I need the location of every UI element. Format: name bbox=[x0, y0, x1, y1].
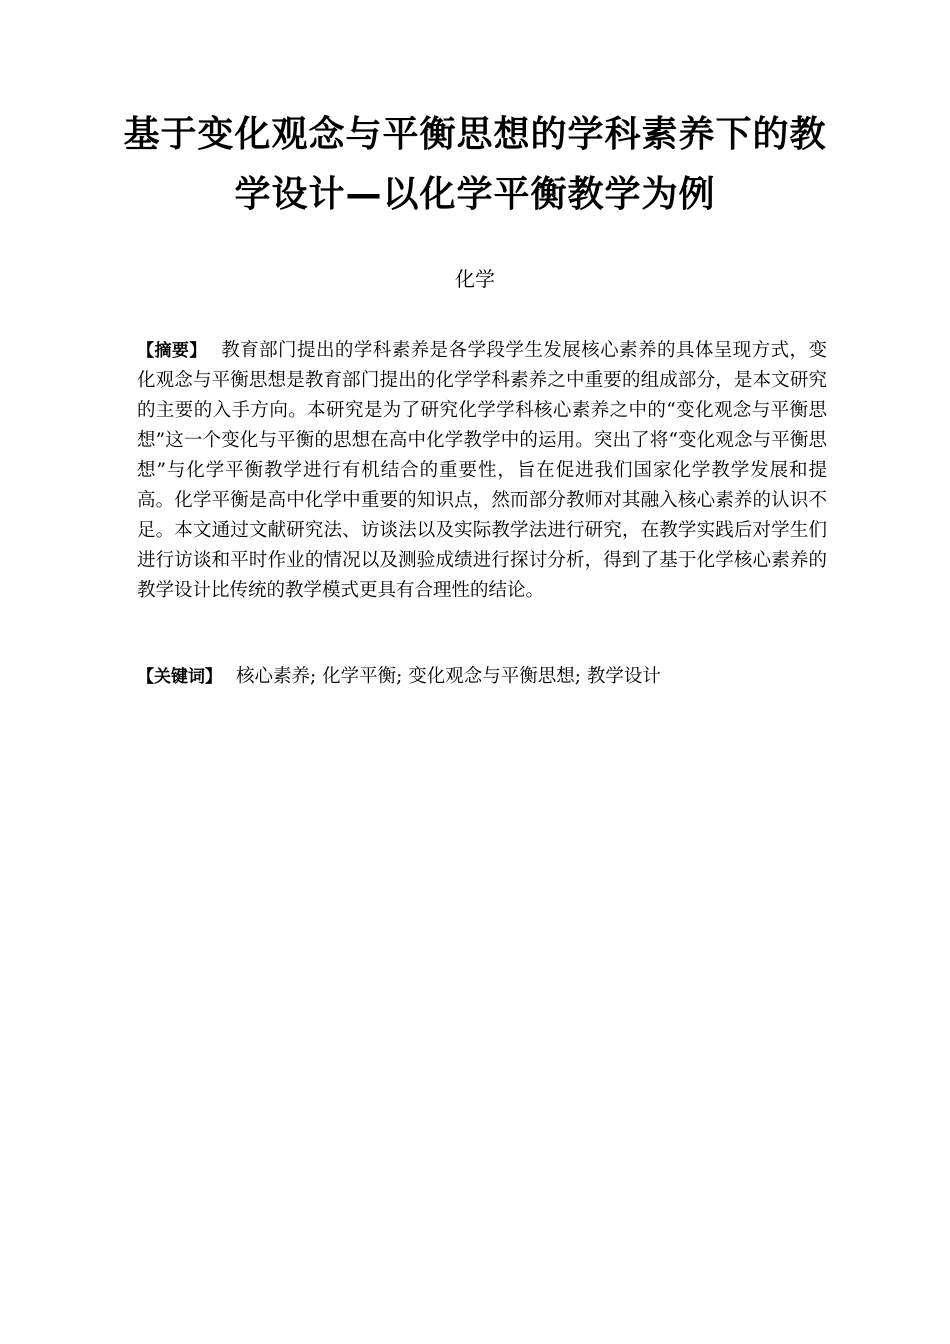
abstract-label: 【摘要】 bbox=[137, 341, 207, 361]
paper-title bbox=[120, 105, 830, 225]
keywords-paragraph bbox=[137, 662, 827, 692]
keywords-label: 【关键词】 bbox=[137, 667, 222, 687]
keywords-text: 核心素养; 化学平衡; 变化观念与平衡思想; 教学设计 bbox=[236, 666, 661, 687]
paper-title-line-2: 学设计—以化学平衡教学为例 bbox=[234, 174, 716, 215]
abstract-text: 教育部门提出的学科素养是各学段学生发展核心素养的具体呈现方式，变化观念与平衡思想是教育部门提出的化学学科素养之中重要的组成部分，是本文研究的主要的入手方向。本研究是为了研究化学学科核心素养之中的“变化观念与平衡思想”这一个变化与平衡的思想在高中化学教学中的运用。突出了将“变化观念与平衡思想”与化学平衡教学进行有机结合的重要性，旨在促进我们国家化学教学发展和提高。化学平衡是高中化学中重要的知识点，然而部分教师对其融入核心素养的认识不足。本文通过文献研究法、访谈法以及实际教学法进行研究，在教学实践后对学生们进行访谈和平时作业的情况以及测验成绩进行探讨分析，得到了基于化学核心素养的教学设计比传统的教学模式更具有合理性的结论。 bbox=[137, 340, 827, 601]
abstract-paragraph bbox=[137, 336, 827, 606]
author-name: 化学 bbox=[455, 267, 495, 291]
paper-title-line-1: 基于变化观念与平衡思想的学科素养下的教 bbox=[123, 114, 827, 155]
